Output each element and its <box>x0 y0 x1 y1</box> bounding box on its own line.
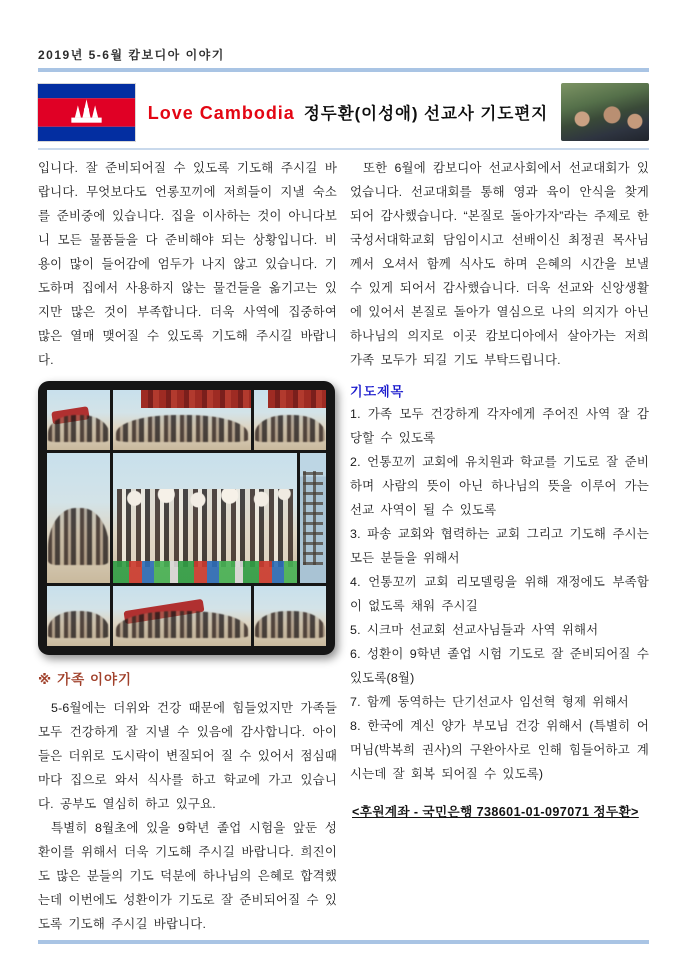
collage-photo-assembly-stage <box>113 390 251 450</box>
right-column <box>350 156 649 940</box>
continued-paragraph: 입니다. 잘 준비되어질 수 있도록 기도해 주시길 바랍니다. 무엇보다도 언롱꼬끼에 저희들이 지낼 숙소를 준비중에 있습니다. 집을 이사하는 것이 아니다보니 모든 물품들을 다 준비해야 되는 상황입니다. 비용이 많이 들어감에 엄두가 나지 않고 있습니다. 기도하며 집에서 사용하지 않는 물건들을 옮기고는 있지만 많은 것이 부족합니다. 더욱 사역에 집중하여 많은 열매 맺어질 수 있도록 기도해 주시길 바랍니다. <box>38 161 337 367</box>
family-story-heading-text: 가족 이야기 <box>57 672 133 687</box>
collage-photo-children-standing <box>47 453 110 583</box>
family-story-paragraph-1: 5-6월에는 더위와 건강 때문에 힘들었지만 가족들 모두 건강하게 잘 지낼 수 있음에 감사합니다. 아이들은 더위로 도시락이 변질되어 질 수 있어서 점심때 마다 집으로 와서 식사를 하고 학교에 가고 있습니다. 공부도 열심히 하고 있구요. <box>38 701 337 811</box>
collage-photo-assembly-corner <box>254 390 326 450</box>
children-photo-collage <box>38 381 335 655</box>
top-divider <box>38 68 649 72</box>
family-story-heading <box>38 668 337 688</box>
mission-conference-paragraph: 또한 6월에 캄보디아 선교사회에서 선교대회가 있었습니다. 선교대회를 통해 영과 육이 안식을 찾게 되어 감사했습니다. “본질로 돌아가자”라는 주제로 한국성서대학교회 담임이시고 선배이신 최정권 목사님께서 오셔서 함께 식사도 하며 은혜의 시간을 보낼 수 있게 되어서 감사했습니다. 더욱 선교와 신앙생활에 있어서 본질로 돌아가 열심으로 나의 의지가 아닌 하나님의 의지로 이곳 캄보디아에서 살아가는 저희 가족 모두가 되길 기도 부탁드립니다. <box>350 161 649 367</box>
prayer-item-7: 7. 함께 동역하는 단기선교사 임선혁 형제 위해서 <box>350 695 629 709</box>
reference-mark: ※ <box>38 672 53 687</box>
family-story-paragraph-2: 특별히 8월초에 있을 9학년 졸업 시험을 앞둔 성환이를 위해서 더욱 기도해 주시길 바랍니다. 희진이도 많은 분들의 기도 덕분에 하나님의 은혜로 합격했는데 이번에도 성환이가 기도로 잘 준비되어질 수 있도록 기도해 주시길 바랍니다. <box>38 821 337 931</box>
collage-photo-children-with-gift-bags <box>113 453 297 583</box>
prayer-item-8: 8. 한국에 계신 양가 부모님 건강 위해서 (특별히 어머님(박복희 권사)의 구완아사로 인해 힘들어하고 계시는데 잘 회복 되어질 수 있도록) <box>350 719 649 781</box>
left-column <box>38 156 337 940</box>
prayer-topics-heading: 기도제목 <box>350 384 405 399</box>
newsletter-header <box>38 81 649 143</box>
prayer-item-3: 3. 파송 교회와 협력하는 교회 그리고 기도해 주시는 모든 분들을 위해서 <box>350 527 649 565</box>
missionary-group-photo <box>561 83 649 141</box>
prayer-item-5: 5. 시크마 선교회 선교사님들과 사역 위해서 <box>350 623 599 637</box>
two-column-body <box>38 156 649 940</box>
collage-photo-classroom-tables <box>47 390 110 450</box>
header-divider <box>38 148 649 150</box>
prayer-item-2: 2. 언통꼬끼 교회에 유치원과 학교를 기도로 잘 준비하며 사람의 뜻이 아닌 하나님의 뜻을 이루어 가는 선교 사역이 될 수 있도록 <box>350 455 649 517</box>
support-account-line: <후원계좌 - 국민은행 738601-01-097071 정두환> <box>352 805 639 819</box>
collage-photo-children-sitting-center <box>113 586 251 646</box>
cambodia-flag-icon <box>38 84 135 141</box>
title-korean: 정두환(이성애) 선교사 기도편지 <box>303 105 549 123</box>
bottom-divider <box>38 940 649 944</box>
collage-photo-children-sitting-right <box>254 586 326 646</box>
prayer-item-1: 1. 가족 모두 건강하게 각자에게 주어진 사역 잘 감당할 수 있도록 <box>350 407 649 445</box>
prayer-item-6: 6. 성환이 9학년 졸업 시험 기도로 잘 준비되어질 수 있도록(8월) <box>350 647 649 685</box>
issue-label: 2019년 5-6월 캄보디아 이야기 <box>38 48 225 62</box>
title-english: Love Cambodia <box>147 103 295 123</box>
prayer-item-4: 4. 언통꼬끼 교회 리모델링을 위해 재정에도 부족함이 없도록 채워 주시길 <box>350 575 649 613</box>
collage-photo-window-strip <box>300 453 326 583</box>
newsletter-title <box>145 100 551 124</box>
collage-photo-children-sitting-left <box>47 586 110 646</box>
